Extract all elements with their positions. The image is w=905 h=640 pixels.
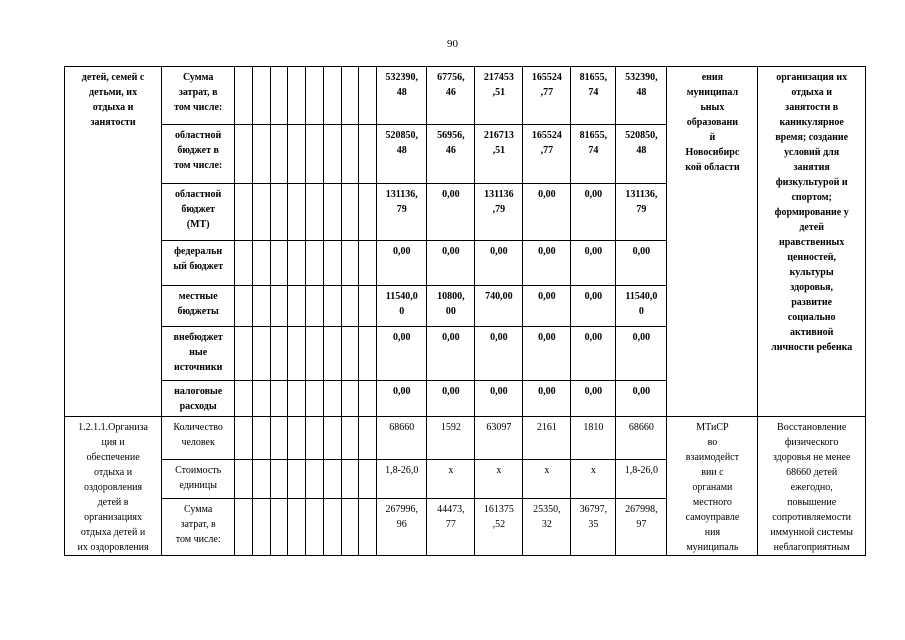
indicator-label: областной бюджет в том числе: (162, 125, 235, 184)
indicator-label: Сумма затрат, в том числе: (162, 498, 235, 555)
empty-cell (288, 381, 306, 417)
value-cell: 1,8-26,0 (377, 459, 427, 498)
empty-cell (288, 125, 306, 184)
empty-cell (359, 381, 377, 417)
empty-cell (306, 327, 324, 381)
empty-cell (359, 498, 377, 555)
value-cell: 1810 (571, 417, 616, 460)
value-cell: 0,00 (475, 381, 523, 417)
value-cell: 11540,0 0 (616, 286, 667, 327)
empty-cell (306, 67, 324, 125)
empty-cell (235, 498, 253, 555)
value-cell: 0,00 (523, 184, 571, 241)
value-cell: 0,00 (571, 184, 616, 241)
empty-cell (252, 241, 270, 286)
value-cell: 0,00 (475, 241, 523, 286)
empty-cell (288, 498, 306, 555)
value-cell: 81655, 74 (571, 67, 616, 125)
value-cell: 0,00 (616, 327, 667, 381)
value-cell: 56956, 46 (427, 125, 475, 184)
result-cell: Восстановление физического здоровья не менее 68660 детей ежегодно, повышение сопротивляемости иммунной системы неблагоприятным (758, 417, 866, 556)
empty-cell (235, 125, 253, 184)
empty-cell (270, 286, 288, 327)
value-cell: 44473, 77 (427, 498, 475, 555)
empty-cell (270, 67, 288, 125)
empty-cell (252, 459, 270, 498)
value-cell: 63097 (475, 417, 523, 460)
value-cell: 520850, 48 (616, 125, 667, 184)
empty-cell (252, 381, 270, 417)
empty-cell (341, 184, 359, 241)
empty-cell (359, 417, 377, 460)
value-cell: 25350, 32 (523, 498, 571, 555)
empty-cell (306, 417, 324, 460)
indicator-label: областной бюджет (МТ) (162, 184, 235, 241)
empty-cell (323, 125, 341, 184)
empty-cell (341, 241, 359, 286)
empty-cell (341, 286, 359, 327)
empty-cell (270, 184, 288, 241)
task-cell: 1.2.1.1.Организа ция и обеспечение отдыха и оздоровления детей в организациях отдыха детей и их оздоровления (65, 417, 162, 556)
value-cell: 81655, 74 (571, 125, 616, 184)
value-cell: 0,00 (475, 327, 523, 381)
empty-cell (270, 241, 288, 286)
empty-cell (252, 184, 270, 241)
value-cell: 165524 ,77 (523, 67, 571, 125)
empty-cell (252, 498, 270, 555)
table-row (65, 417, 866, 460)
empty-cell (323, 459, 341, 498)
empty-cell (235, 417, 253, 460)
empty-cell (359, 67, 377, 125)
value-cell: 217453 ,51 (475, 67, 523, 125)
empty-cell (288, 327, 306, 381)
value-cell: 532390, 48 (616, 67, 667, 125)
empty-cell (359, 286, 377, 327)
empty-cell (323, 327, 341, 381)
value-cell: 2161 (523, 417, 571, 460)
value-cell: 0,00 (523, 241, 571, 286)
empty-cell (341, 125, 359, 184)
empty-cell (235, 381, 253, 417)
empty-cell (359, 327, 377, 381)
indicator-label: местные бюджеты (162, 286, 235, 327)
value-cell: 0,00 (377, 241, 427, 286)
value-cell: 0,00 (523, 327, 571, 381)
value-cell: 0,00 (523, 381, 571, 417)
empty-cell (270, 381, 288, 417)
value-cell: 68660 (377, 417, 427, 460)
value-cell: х (427, 459, 475, 498)
indicator-label: внебюджет ные источники (162, 327, 235, 381)
executor-cell: ения муниципал ьных образовани й Новосибирс кой области (667, 67, 758, 417)
empty-cell (306, 241, 324, 286)
empty-cell (235, 67, 253, 125)
value-cell: 216713 ,51 (475, 125, 523, 184)
empty-cell (323, 184, 341, 241)
empty-cell (341, 459, 359, 498)
empty-cell (359, 459, 377, 498)
value-cell: 36797, 35 (571, 498, 616, 555)
empty-cell (341, 67, 359, 125)
empty-cell (288, 417, 306, 460)
value-cell: 11540,0 0 (377, 286, 427, 327)
value-cell: 131136, 79 (377, 184, 427, 241)
empty-cell (235, 286, 253, 327)
value-cell: 740,00 (475, 286, 523, 327)
empty-cell (288, 241, 306, 286)
empty-cell (323, 67, 341, 125)
empty-cell (306, 459, 324, 498)
value-cell: 0,00 (571, 286, 616, 327)
indicator-label: налоговые расходы (162, 381, 235, 417)
value-cell: 67756, 46 (427, 67, 475, 125)
result-cell: организация их отдыха и занятости в каникулярное время; создание условий для занятия физкультурой и спортом; формирование у детей нравственных ценностей, культуры здоровья, развитие социально активной личности ребенка (758, 67, 866, 417)
value-cell: 0,00 (571, 381, 616, 417)
empty-cell (252, 67, 270, 125)
value-cell: х (571, 459, 616, 498)
executor-cell: МТиСР во взаимодейст вии с органами местного самоуправле ния муниципаль (667, 417, 758, 556)
table-row (65, 67, 866, 125)
program-table (64, 66, 866, 556)
value-cell: 165524 ,77 (523, 125, 571, 184)
empty-cell (306, 498, 324, 555)
value-cell: 0,00 (523, 286, 571, 327)
indicator-label: Стоимость единицы (162, 459, 235, 498)
empty-cell (235, 459, 253, 498)
empty-cell (341, 327, 359, 381)
value-cell: 0,00 (377, 381, 427, 417)
empty-cell (306, 381, 324, 417)
page-number: 90 (447, 38, 458, 50)
value-cell: 0,00 (427, 381, 475, 417)
indicator-label: федеральн ый бюджет (162, 241, 235, 286)
value-cell: 1592 (427, 417, 475, 460)
value-cell: 0,00 (616, 381, 667, 417)
empty-cell (288, 184, 306, 241)
empty-cell (288, 67, 306, 125)
empty-cell (323, 381, 341, 417)
value-cell: 520850, 48 (377, 125, 427, 184)
value-cell: 0,00 (427, 184, 475, 241)
empty-cell (270, 459, 288, 498)
empty-cell (323, 417, 341, 460)
empty-cell (252, 417, 270, 460)
empty-cell (306, 286, 324, 327)
empty-cell (252, 286, 270, 327)
value-cell: 0,00 (616, 241, 667, 286)
value-cell: 0,00 (427, 327, 475, 381)
empty-cell (235, 184, 253, 241)
value-cell: 0,00 (377, 327, 427, 381)
empty-cell (270, 125, 288, 184)
empty-cell (323, 241, 341, 286)
indicator-label: Сумма затрат, в том числе: (162, 67, 235, 125)
value-cell: 0,00 (571, 241, 616, 286)
value-cell: х (475, 459, 523, 498)
task-cell: детей, семей с детьми, их отдыха и занятости (65, 67, 162, 417)
empty-cell (306, 184, 324, 241)
value-cell: 0,00 (571, 327, 616, 381)
value-cell: 161375 ,52 (475, 498, 523, 555)
indicator-label: Количество человек (162, 417, 235, 460)
value-cell: 267996, 96 (377, 498, 427, 555)
empty-cell (359, 184, 377, 241)
empty-cell (252, 327, 270, 381)
value-cell: 10800, 00 (427, 286, 475, 327)
empty-cell (288, 459, 306, 498)
empty-cell (341, 417, 359, 460)
empty-cell (306, 125, 324, 184)
empty-cell (341, 498, 359, 555)
empty-cell (235, 241, 253, 286)
value-cell: 0,00 (427, 241, 475, 286)
empty-cell (235, 327, 253, 381)
empty-cell (252, 125, 270, 184)
value-cell: 68660 (616, 417, 667, 460)
empty-cell (323, 286, 341, 327)
empty-cell (288, 286, 306, 327)
empty-cell (270, 327, 288, 381)
value-cell: 131136, 79 (616, 184, 667, 241)
value-cell: х (523, 459, 571, 498)
empty-cell (270, 417, 288, 460)
empty-cell (359, 241, 377, 286)
value-cell: 131136 ,79 (475, 184, 523, 241)
value-cell: 1,8-26,0 (616, 459, 667, 498)
value-cell: 532390, 48 (377, 67, 427, 125)
empty-cell (270, 498, 288, 555)
empty-cell (341, 381, 359, 417)
empty-cell (359, 125, 377, 184)
empty-cell (323, 498, 341, 555)
value-cell: 267998, 97 (616, 498, 667, 555)
